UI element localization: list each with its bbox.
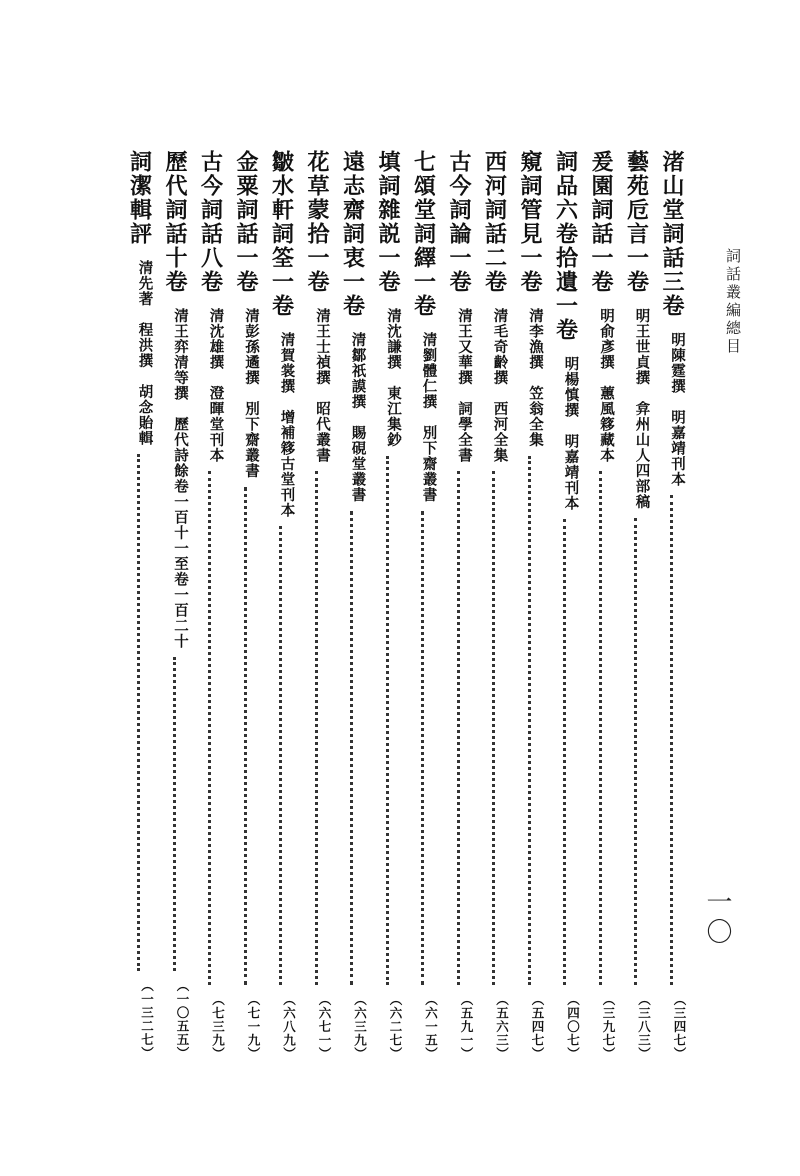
dot-leader (244, 487, 247, 985)
entry-author-source: 清毛奇齡撰 西河全集 (491, 308, 509, 463)
entry-page-number: （一〇五五） (175, 979, 190, 1060)
toc-entry (406, 150, 440, 1060)
entry-title: 金粟詞話一卷 (233, 150, 259, 294)
dot-leader (315, 471, 318, 985)
entry-title: 渚山堂詞話三卷 (659, 150, 685, 318)
dot-leader (457, 471, 460, 985)
entry-title: 七頌堂詞繹一卷 (410, 150, 437, 318)
dot-leader (137, 454, 140, 971)
entry-page-number: （一三二七） (139, 979, 155, 1060)
dot-leader (492, 471, 495, 985)
entry-title: 窺詞管見一卷 (517, 150, 543, 294)
entry-author-source: 清鄒祇謨撰 賜硯堂叢書 (349, 332, 367, 503)
entry-author-source: 清王又華撰 詞學全書 (456, 308, 473, 463)
entry-title: 皺水軒詞筌一卷 (268, 150, 295, 318)
entry-page-number: （六七一） (317, 992, 332, 1060)
toc-entry (193, 150, 227, 1060)
entry-author-source: 清王士禎撰 昭代叢書 (314, 308, 331, 463)
toc-entry (299, 150, 333, 1060)
dot-leader (421, 511, 424, 985)
toc-entry (157, 150, 191, 1060)
entry-page-number: （三八三） (636, 992, 652, 1060)
entry-author-source: 清沈謙撰 東江集鈔 (385, 308, 402, 448)
entry-page-number: （五四七） (530, 992, 545, 1060)
entry-page-number: （七一九） (246, 992, 261, 1060)
entry-page-number: （三四七） (672, 992, 687, 1060)
entry-author-source: 清劉體仁撰 別下齋叢書 (420, 332, 438, 503)
toc-entry (335, 150, 369, 1060)
entry-title: 古今詞話八卷 (197, 150, 224, 294)
toc-entry (512, 150, 546, 1060)
entry-page-number: （七三九） (210, 992, 226, 1060)
dot-leader (634, 518, 637, 985)
toc-entry (122, 150, 156, 1060)
dot-leader (279, 526, 282, 985)
toc-entry (619, 150, 653, 1060)
running-header: 詞話叢編總目 (724, 248, 742, 356)
entry-author-source: 明俞彥撰 蕙風簃藏本 (598, 308, 615, 463)
entry-title: 西河詞話二卷 (481, 150, 508, 294)
entry-author-source: 清彭孫遹撰 別下齋叢書 (243, 308, 260, 479)
entry-author-source: 清先著 程洪撰 胡念貽輯 (136, 260, 154, 446)
dot-leader (208, 471, 211, 985)
entry-author-source: 明陳霆撰 明嘉靖刊本 (669, 332, 686, 487)
entry-author-source: 清李漁撰 笠翁全集 (527, 308, 544, 448)
dot-leader (528, 456, 531, 985)
entry-author-source: 清沈雄撰 澄暉堂刊本 (207, 308, 225, 463)
entry-page-number: （四〇七） (565, 992, 581, 1060)
dot-leader (599, 471, 602, 985)
entry-title: 詞潔輯評 (126, 150, 153, 246)
entry-title: 爰園詞話一卷 (588, 150, 614, 294)
entry-title: 詞品六卷拾遺一卷 (552, 150, 579, 342)
page-number: 一〇 (702, 888, 732, 948)
dot-leader (386, 456, 389, 985)
dot-leader (563, 519, 566, 985)
entry-page-number: （六三九） (352, 992, 368, 1060)
dot-leader (350, 511, 353, 985)
entry-title: 古今詞論一卷 (446, 150, 472, 294)
entry-title: 歷代詞話十卷 (162, 150, 188, 294)
entry-title: 遠志齋詞衷一卷 (339, 150, 366, 318)
entry-page-number: （五六三） (494, 992, 510, 1060)
toc-entry (441, 150, 475, 1060)
toc-entry (370, 150, 404, 1060)
entry-title: 藝苑卮言一卷 (623, 150, 650, 294)
toc-entry (477, 150, 511, 1060)
toc-entry (583, 150, 617, 1060)
toc-entry (264, 150, 298, 1060)
entry-page-number: （三九七） (601, 992, 616, 1060)
entry-page-number: （五九一） (459, 992, 474, 1060)
toc-entry (228, 150, 262, 1060)
dot-leader (670, 495, 673, 985)
entry-title: 填詞雜説一卷 (375, 150, 401, 294)
entry-page-number: （六二七） (388, 992, 403, 1060)
entry-author-source: 清王弈清等撰 歷代詩餘卷一百十一至卷一百二十 (172, 308, 189, 649)
toc-entry (548, 150, 582, 1060)
entry-page-number: （六八九） (281, 992, 297, 1060)
entry-author-source: 明王世貞撰 弇州山人四部稿 (633, 308, 651, 510)
entry-author-source: 明楊慎撰 明嘉靖刊本 (562, 356, 580, 511)
entry-page-number: （六一五） (423, 992, 439, 1060)
entry-author-source: 清賀裳撰 增補簃古堂刊本 (278, 332, 296, 518)
dot-leader (173, 657, 176, 971)
entry-title: 花草蒙拾一卷 (304, 150, 330, 294)
toc-entry (654, 150, 688, 1060)
